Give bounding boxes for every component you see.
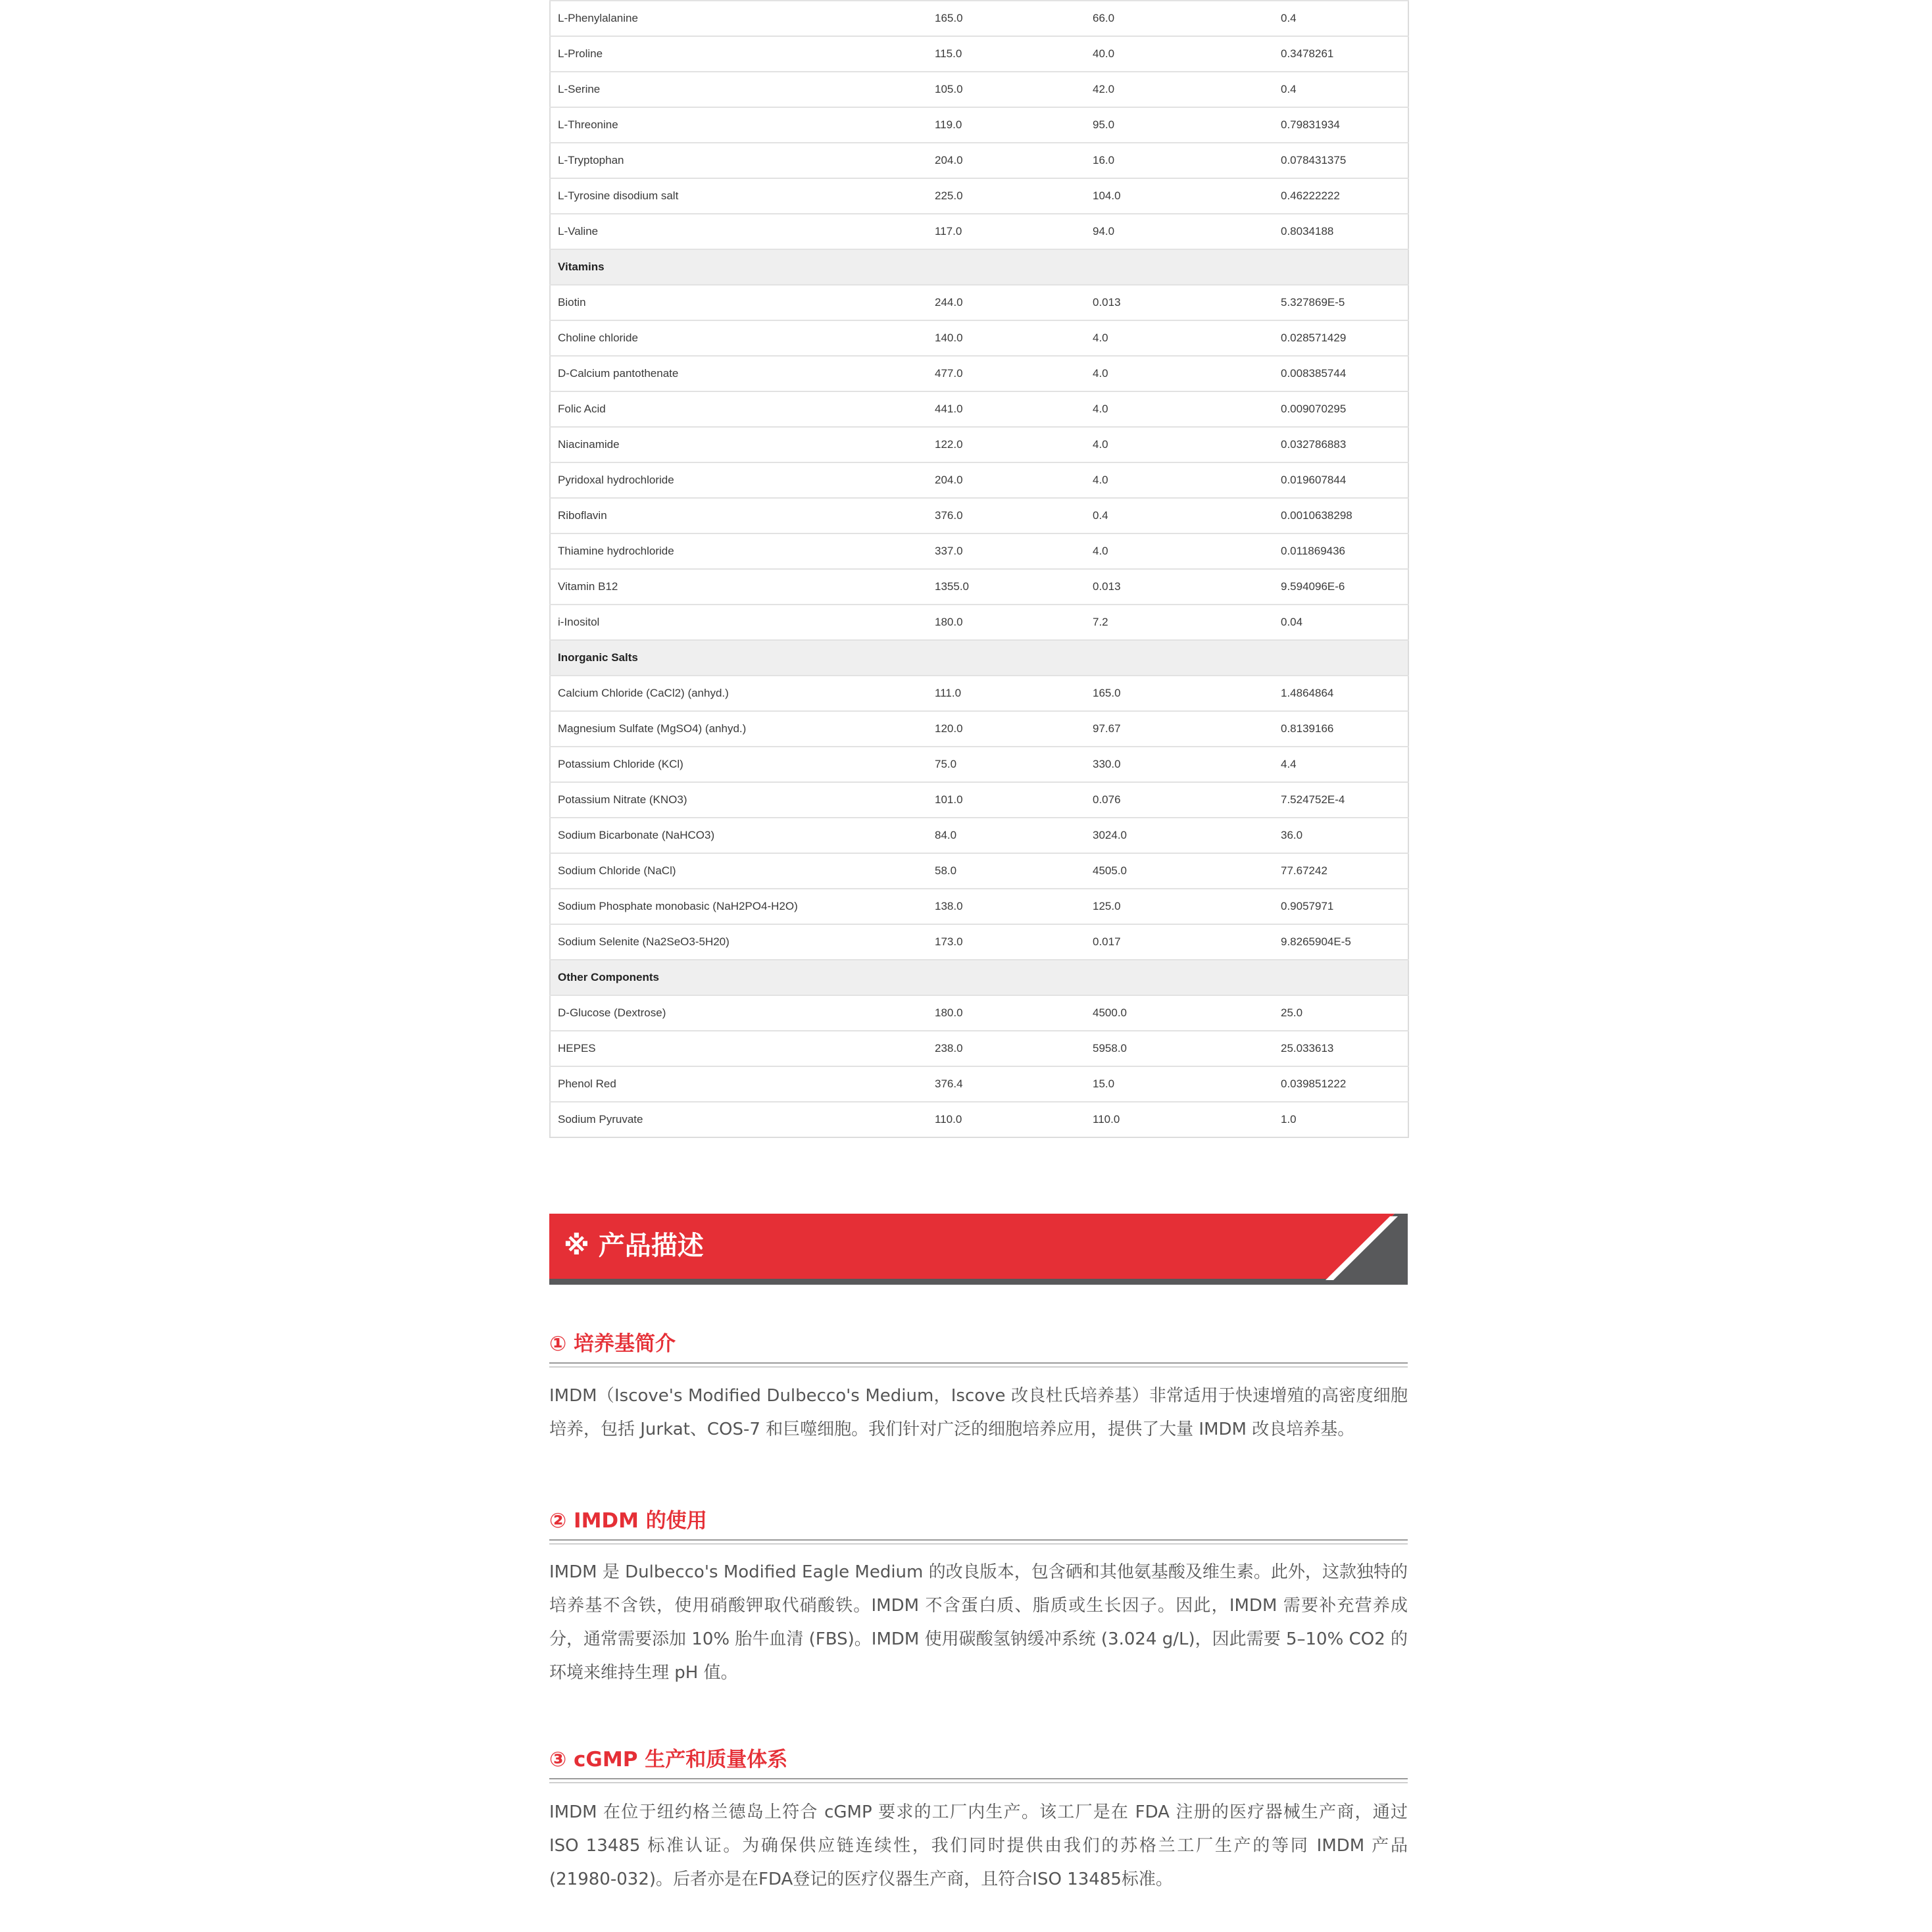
concentration-mg-l: 66.0 [1085, 1, 1274, 36]
table-section-row [550, 640, 1408, 676]
concentration-mm: 25.0 [1274, 995, 1408, 1031]
component-name: D-Glucose (Dextrose) [550, 995, 928, 1031]
concentration-mg-l: 4.0 [1085, 462, 1274, 498]
component-name: L-Proline [550, 36, 928, 72]
table-row [550, 889, 1408, 924]
concentration-mm: 0.4 [1274, 1, 1408, 36]
component-name: Magnesium Sulfate (MgSO4) (anhyd.) [550, 711, 928, 747]
concentration-mg-l: 15.0 [1085, 1066, 1274, 1102]
section-body-medium-intro: IMDM（Iscove's Modified Dulbecco's Medium，Iscove 改良杜氏培养基）非常适用于快速增殖的高密度细胞培养，包括 Jurkat、COS-7 和巨噬细胞。我们针对广泛的细胞培养应用，提供了大量 IMDM 改良培养基。 [549, 1386, 1408, 1439]
table-row [550, 36, 1408, 72]
concentration-mm: 0.028571429 [1274, 320, 1408, 356]
heading-rule [549, 1778, 1408, 1779]
section-body-cgmp: IMDM 在位于纽约格兰德岛上符合 cGMP 要求的工厂内生产。该工厂是在 FDA 注册的医疗器械生产商，通过 ISO 13485 标准认证。为确保供应链连续性，我们同时提供由我们的苏格兰工厂生产的等同 IMDM 产品 (21980-032)。后者亦是在FDA登记的医疗仪器生产商，且符合ISO 13485标准。 [549, 1802, 1408, 1889]
concentration-mg-l: 3024.0 [1085, 818, 1274, 853]
component-name: L-Tryptophan [550, 143, 928, 178]
table-row [550, 178, 1408, 214]
molecular-weight: 337.0 [928, 533, 1085, 569]
component-name: Sodium Chloride (NaCl) [550, 853, 928, 889]
concentration-mg-l: 165.0 [1085, 676, 1274, 711]
concentration-mg-l: 4.0 [1085, 427, 1274, 462]
table-row [550, 391, 1408, 427]
table-row [550, 676, 1408, 711]
molecular-weight: 111.0 [928, 676, 1085, 711]
component-name: Potassium Nitrate (KNO3) [550, 782, 928, 818]
concentration-mm: 9.594096E-6 [1274, 569, 1408, 605]
concentration-mg-l: 0.013 [1085, 285, 1274, 320]
table-row [550, 462, 1408, 498]
concentration-mm: 77.67242 [1274, 853, 1408, 889]
table-row [550, 569, 1408, 605]
table-row [550, 1031, 1408, 1066]
table-row [550, 818, 1408, 853]
heading-rule-light [549, 1782, 1408, 1783]
concentration-mm: 0.79831934 [1274, 107, 1408, 143]
table-row [550, 427, 1408, 462]
table-row [550, 356, 1408, 391]
concentration-mm: 0.8139166 [1274, 711, 1408, 747]
section-body-imdm-usage: IMDM 是 Dulbecco's Modified Eagle Medium 的改良版本，包含硒和其他氨基酸及维生素。此外，这款独特的培养基不含铁，使用硝酸钾取代硝酸铁。IMDM 不含蛋白质、脂质或生长因子。因此，IMDM 需要补充营养成分，通常需要添加 10% 胎牛血清 (FBS)。IMDM 使用碳酸氢钠缓冲系统 (3.024 g/L)，因此需要 5–10% CO2 的环境来维持生理 pH 值。 [549, 1562, 1408, 1683]
section-heading-cgmp [549, 1746, 1408, 1783]
concentration-mg-l: 4.0 [1085, 533, 1274, 569]
molecular-weight: 122.0 [928, 427, 1085, 462]
molecular-weight: 84.0 [928, 818, 1085, 853]
molecular-weight: 238.0 [928, 1031, 1085, 1066]
concentration-mm: 0.011869436 [1274, 533, 1408, 569]
molecular-weight: 180.0 [928, 995, 1085, 1031]
heading-rule [549, 1539, 1408, 1541]
molecular-weight: 58.0 [928, 853, 1085, 889]
component-name: L-Threonine [550, 107, 928, 143]
concentration-mg-l: 0.076 [1085, 782, 1274, 818]
concentration-mm: 25.033613 [1274, 1031, 1408, 1066]
component-name: L-Valine [550, 214, 928, 249]
concentration-mg-l: 4.0 [1085, 320, 1274, 356]
concentration-mg-l: 40.0 [1085, 36, 1274, 72]
concentration-mg-l: 104.0 [1085, 178, 1274, 214]
heading-rule [549, 1362, 1408, 1364]
table-row [550, 853, 1408, 889]
concentration-mm: 1.0 [1274, 1102, 1408, 1137]
concentration-mg-l: 0.013 [1085, 569, 1274, 605]
component-name: Vitamin B12 [550, 569, 928, 605]
table-row [550, 533, 1408, 569]
molecular-weight: 225.0 [928, 178, 1085, 214]
molecular-weight: 117.0 [928, 214, 1085, 249]
concentration-mm: 36.0 [1274, 818, 1408, 853]
formulation-table [549, 0, 1409, 1138]
concentration-mg-l: 5958.0 [1085, 1031, 1274, 1066]
molecular-weight: 119.0 [928, 107, 1085, 143]
heading-rule-light [549, 1366, 1408, 1368]
component-name: Pyridoxal hydrochloride [550, 462, 928, 498]
molecular-weight: 115.0 [928, 36, 1085, 72]
concentration-mg-l: 125.0 [1085, 889, 1274, 924]
section-heading-medium-intro [549, 1331, 1408, 1368]
concentration-mm: 7.524752E-4 [1274, 782, 1408, 818]
component-name: Thiamine hydrochloride [550, 533, 928, 569]
concentration-mg-l: 7.2 [1085, 605, 1274, 640]
section-title: ① 培养基简介 [549, 1332, 676, 1356]
table-row [550, 285, 1408, 320]
concentration-mm: 0.3478261 [1274, 36, 1408, 72]
table-section-row [550, 249, 1408, 285]
table-row [550, 320, 1408, 356]
molecular-weight: 101.0 [928, 782, 1085, 818]
molecular-weight: 1355.0 [928, 569, 1085, 605]
concentration-mm: 0.078431375 [1274, 143, 1408, 178]
component-name: D-Calcium pantothenate [550, 356, 928, 391]
component-name: Potassium Chloride (KCl) [550, 747, 928, 782]
concentration-mg-l: 0.017 [1085, 924, 1274, 960]
molecular-weight: 180.0 [928, 605, 1085, 640]
concentration-mm: 0.032786883 [1274, 427, 1408, 462]
component-name: L-Tyrosine disodium salt [550, 178, 928, 214]
table-row [550, 498, 1408, 533]
concentration-mm: 0.009070295 [1274, 391, 1408, 427]
component-name: Biotin [550, 285, 928, 320]
table-row [550, 747, 1408, 782]
component-name: Sodium Pyruvate [550, 1102, 928, 1137]
molecular-weight: 204.0 [928, 462, 1085, 498]
concentration-mg-l: 94.0 [1085, 214, 1274, 249]
concentration-mg-l: 16.0 [1085, 143, 1274, 178]
molecular-weight: 376.0 [928, 498, 1085, 533]
molecular-weight: 376.4 [928, 1066, 1085, 1102]
table-row [550, 1, 1408, 36]
section-title: ② IMDM 的使用 [549, 1509, 707, 1533]
molecular-weight: 75.0 [928, 747, 1085, 782]
concentration-mm: 5.327869E-5 [1274, 285, 1408, 320]
component-name: Sodium Phosphate monobasic (NaH2PO4-H2O) [550, 889, 928, 924]
concentration-mm: 0.04 [1274, 605, 1408, 640]
concentration-mm: 0.4 [1274, 72, 1408, 107]
concentration-mm: 0.008385744 [1274, 356, 1408, 391]
concentration-mg-l: 4505.0 [1085, 853, 1274, 889]
molecular-weight: 244.0 [928, 285, 1085, 320]
component-name: L-Serine [550, 72, 928, 107]
table-row [550, 782, 1408, 818]
molecular-weight: 165.0 [928, 1, 1085, 36]
component-name: Choline chloride [550, 320, 928, 356]
table-row [550, 605, 1408, 640]
component-name: Sodium Selenite (Na2SeO3-5H20) [550, 924, 928, 960]
concentration-mm: 0.0010638298 [1274, 498, 1408, 533]
component-name: Calcium Chloride (CaCl2) (anhyd.) [550, 676, 928, 711]
molecular-weight: 477.0 [928, 356, 1085, 391]
concentration-mm: 9.8265904E-5 [1274, 924, 1408, 960]
heading-rule-light [549, 1543, 1408, 1545]
concentration-mg-l: 4.0 [1085, 356, 1274, 391]
concentration-mm: 0.46222222 [1274, 178, 1408, 214]
component-name: Niacinamide [550, 427, 928, 462]
molecular-weight: 138.0 [928, 889, 1085, 924]
concentration-mg-l: 0.4 [1085, 498, 1274, 533]
component-name: HEPES [550, 1031, 928, 1066]
component-name: i-Inositol [550, 605, 928, 640]
table-row [550, 995, 1408, 1031]
concentration-mg-l: 4500.0 [1085, 995, 1274, 1031]
molecular-weight: 441.0 [928, 391, 1085, 427]
table-row [550, 1066, 1408, 1102]
table-row [550, 214, 1408, 249]
concentration-mg-l: 110.0 [1085, 1102, 1274, 1137]
table-row [550, 143, 1408, 178]
molecular-weight: 173.0 [928, 924, 1085, 960]
concentration-mm: 4.4 [1274, 747, 1408, 782]
concentration-mg-l: 42.0 [1085, 72, 1274, 107]
component-name: Sodium Bicarbonate (NaHCO3) [550, 818, 928, 853]
table-row [550, 924, 1408, 960]
concentration-mm: 1.4864864 [1274, 676, 1408, 711]
concentration-mg-l: 4.0 [1085, 391, 1274, 427]
table-row [550, 107, 1408, 143]
formulation-table-container [549, 0, 1408, 1138]
concentration-mm: 0.8034188 [1274, 214, 1408, 249]
concentration-mg-l: 330.0 [1085, 747, 1274, 782]
molecular-weight: 120.0 [928, 711, 1085, 747]
concentration-mg-l: 97.67 [1085, 711, 1274, 747]
component-name: L-Phenylalanine [550, 1, 928, 36]
table-row [550, 711, 1408, 747]
component-name: Folic Acid [550, 391, 928, 427]
molecular-weight: 140.0 [928, 320, 1085, 356]
section-label: Other Components [550, 960, 1408, 995]
table-section-row [550, 960, 1408, 995]
section-label: Inorganic Salts [550, 640, 1408, 676]
concentration-mm: 0.019607844 [1274, 462, 1408, 498]
table-row [550, 72, 1408, 107]
molecular-weight: 105.0 [928, 72, 1085, 107]
banner-title: ※ 产品描述 [564, 1231, 704, 1261]
component-name: Phenol Red [550, 1066, 928, 1102]
concentration-mm: 0.039851222 [1274, 1066, 1408, 1102]
formulation-table-body [550, 1, 1408, 1137]
section-title: ③ cGMP 生产和质量体系 [549, 1748, 788, 1771]
section-heading-imdm-usage [549, 1508, 1408, 1545]
concentration-mg-l: 95.0 [1085, 107, 1274, 143]
concentration-mm: 0.9057971 [1274, 889, 1408, 924]
molecular-weight: 204.0 [928, 143, 1085, 178]
section-label: Vitamins [550, 249, 1408, 285]
product-description-banner [549, 1214, 1408, 1285]
component-name: Riboflavin [550, 498, 928, 533]
table-row [550, 1102, 1408, 1137]
molecular-weight: 110.0 [928, 1102, 1085, 1137]
